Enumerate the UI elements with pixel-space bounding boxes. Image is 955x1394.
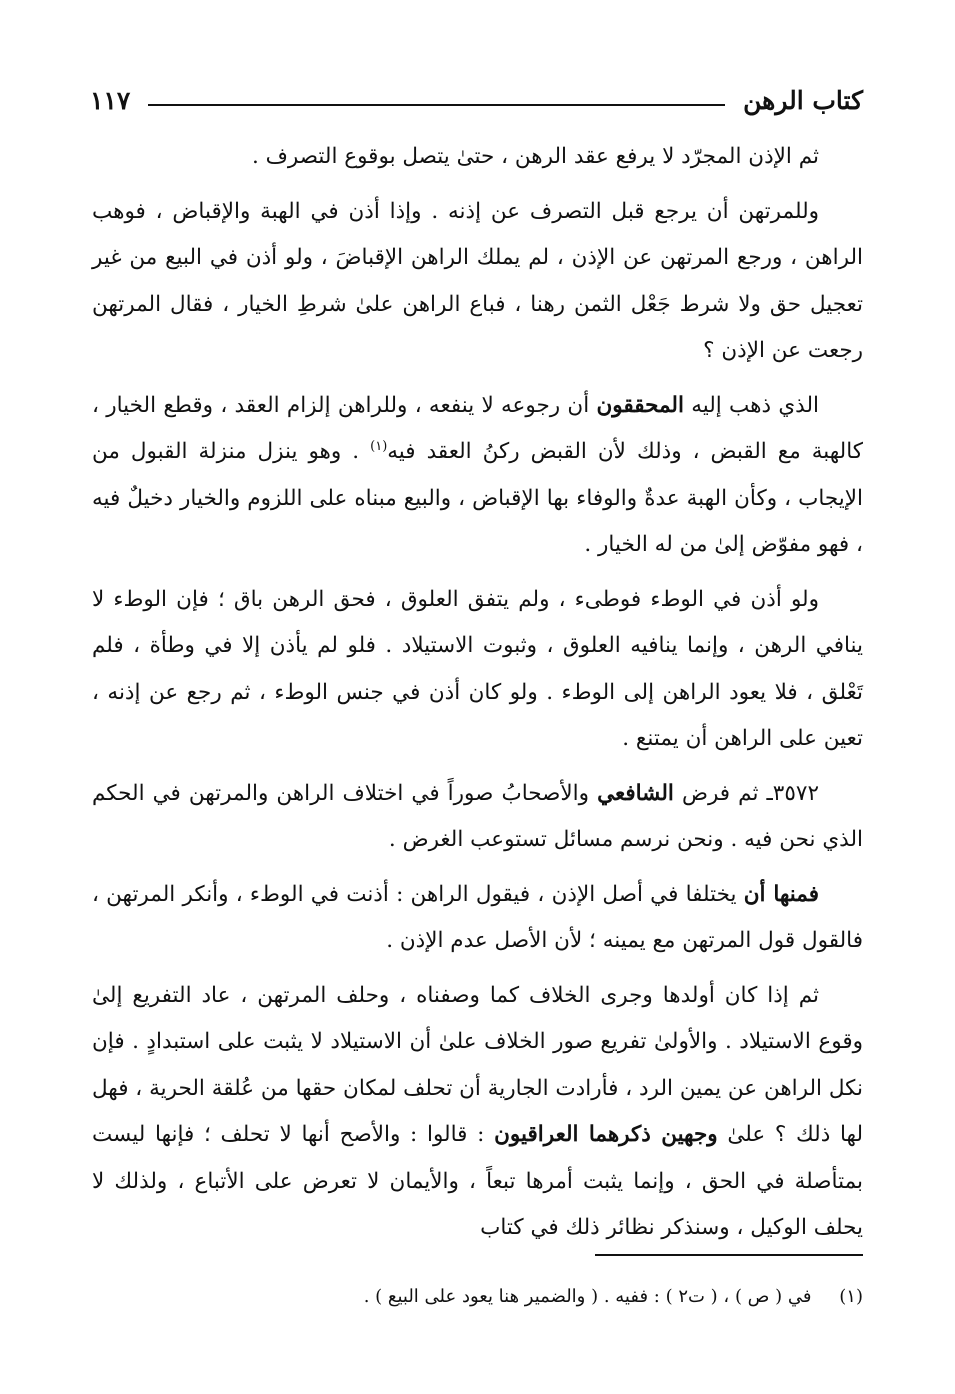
- paragraph-text: ولو أذن في الوطء فوطىء ، ولم يتفق العلوق ، فحق الرهن باق ؛ فإن الوطء لا ينافي الرهن ، وإنما ينافيه العلوق ، وثبوت الاستيلاد . فلو لم يأذن إلا في وطأة ، فلم تَعْلق ، فلا يعود الراهن إلى الوطء . ولو كان أذن في جنس الوطء ، ثم رجع عن إذنه ، تعين على الراهن أن يمتنع .: [92, 586, 863, 751]
- paragraph: [92, 577, 863, 763]
- section-number-lead: ٣٥٧٢ـ ثم فرض: [681, 780, 819, 806]
- footnote: [92, 1282, 863, 1312]
- footnote-reference[interactable]: (١): [370, 438, 388, 454]
- header-rule: [148, 104, 725, 106]
- paragraph-text: وللمرتهن أن يرجع قبل التصرف عن إذنه . وإذا أذن في الهبة والإقباض ، فوهب الراهن ، ورجع المرتهن عن الإذن ، لم يملك الراهن الإقباضَ ، ولو أذن في البيع من غير تعجيل حق ولا شرط جَعْل الثمن رهنا ، فباع الراهن علىٰ شرطِ الخيار ، فقال المرتهن رجعت عن الإذن ؟: [92, 198, 863, 363]
- page-header: [90, 80, 863, 120]
- bold-term: وجهين ذكرهما العراقيون: [494, 1122, 718, 1147]
- paragraph: [92, 973, 863, 1252]
- bold-term: فمنها أن: [743, 881, 819, 907]
- footnote-separator: [595, 1254, 863, 1256]
- paragraph-text: أن رجوعه لا ينفعه ، وللراهن إلزام العقد ، وقطع الخيار ، كالهبة مع القبض ، وذلك لأن القبض ركنُ العقد فيه: [92, 392, 864, 464]
- bold-term: المحققون: [596, 392, 684, 418]
- paragraph-text: يختلفا في أصل الإذن ، فيقول الراهن : أذنت في الوطء ، وأنكر المرتهن ، فالقول قول المرتهن مع يمينه ؛ لأن الأصل عدم الإذن .: [92, 881, 863, 953]
- paragraph-text: : قالوا : والأصح أنها لا تحلف ؛ فإنها ليست بمتأصلة في الحق ، وإنما يثبت أمرها تبعاً ، والأيمان لا تعرض على الأتباع ، ولذلك لا يحلف الوكيل ، وسنذكر نظائر ذلك في كتاب: [92, 1122, 863, 1240]
- paragraph-text: ثم الإذن المجرّد لا يرفع عقد الرهن ، حتىٰ يتصل بوقوع التصرف .: [251, 144, 819, 169]
- footnote-marker: (١): [839, 1286, 863, 1307]
- paragraph: [92, 383, 863, 569]
- paragraph-text: والأصحابُ صوراً في اختلاف الراهن والمرتهن في الحكم الذي نحن فيه . ونحن نرسم مسائل تستوعب الغرض .: [92, 780, 863, 852]
- main-text: [92, 134, 863, 1260]
- paragraph-lead: الذي ذهب إليه: [691, 392, 819, 418]
- paragraph: [92, 872, 863, 965]
- paragraph-lead: ثم إذا كان أولدها وجرى الخلاف كما وصفناه ، وحلف المرتهن ، عاد التفريع إلىٰ وقوع الاستيلاد . والأولىٰ تفريع صور الخلاف علىٰ أن الاستيلاد لا يثبت على استبدادٍ . فإن نكل الراهن عن يمين الرد ، فأرادت الجارية أن تحلف لمكان حقها من عُلقة الحرية ، فهل لها ذلك ؟ علىٰ: [92, 982, 864, 1147]
- running-title: كتاب الرهن: [743, 85, 863, 115]
- footnote-text: في ( ص ) ، ( ت٢ ) : ففيه . ( والضمير هنا يعود على البيع ) .: [363, 1286, 812, 1307]
- bold-term: الشافعي: [597, 780, 674, 806]
- paragraph: [92, 771, 863, 864]
- paragraph: [92, 189, 863, 375]
- page-number: ١١٧: [90, 85, 131, 115]
- paragraph: [92, 134, 863, 181]
- paragraph-text-continued: . وهو ينزل منزلة القبول من الإيجاب ، وكأن الهبة عدةٌ والوفاء بها الإقباض ، والبيع مبناه على اللزوم والخيار دخيلٌ فيه ، فهو مفوّض إلىٰ من له الخيار .: [92, 439, 863, 557]
